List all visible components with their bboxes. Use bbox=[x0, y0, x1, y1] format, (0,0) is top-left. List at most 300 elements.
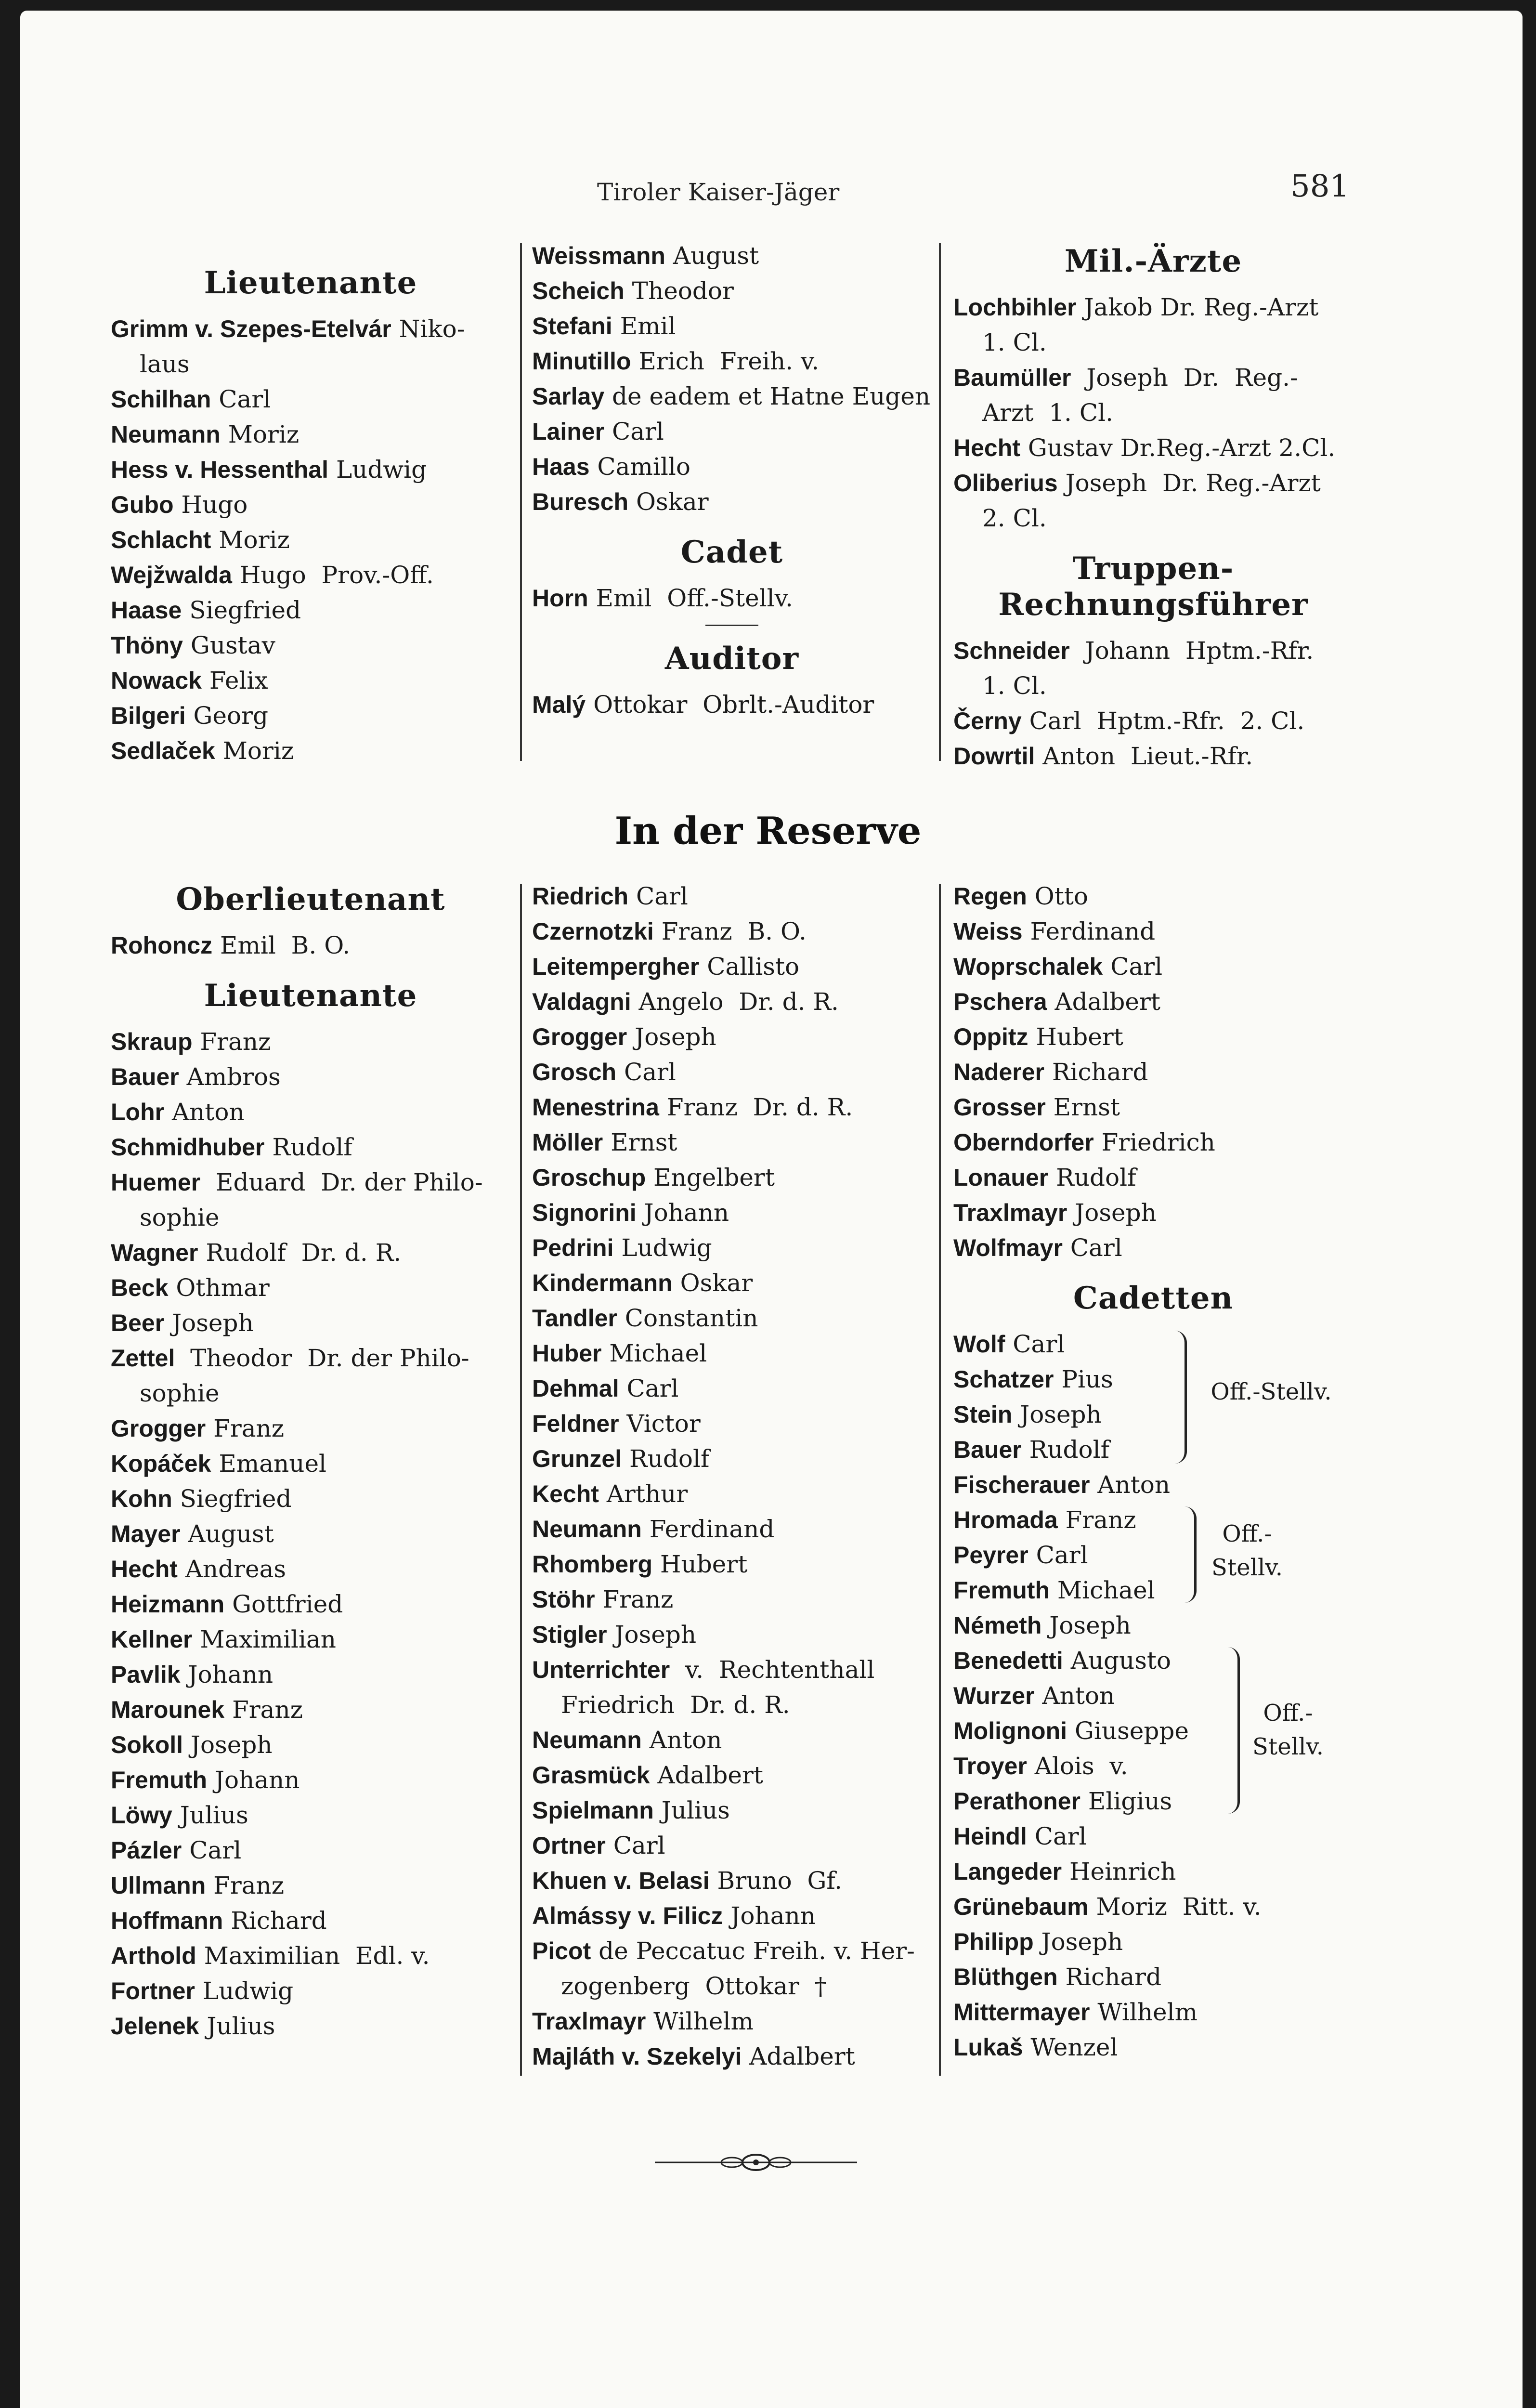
list-item bbox=[532, 238, 932, 274]
entry-detail: Ottokar Obrlt.-Auditor bbox=[586, 691, 874, 719]
entry-detail: Johann bbox=[180, 1661, 273, 1688]
entry-detail: Carl bbox=[182, 1836, 242, 1864]
list-item bbox=[532, 1828, 937, 1863]
entry-detail: Ludwig bbox=[195, 1977, 294, 2005]
list-item bbox=[111, 452, 510, 487]
surname: Stigler bbox=[532, 1621, 607, 1648]
surname: Heizmann bbox=[111, 1591, 225, 1618]
list-item bbox=[111, 1552, 510, 1587]
list-item bbox=[111, 1903, 510, 1938]
list-item bbox=[111, 1306, 510, 1341]
list-item bbox=[953, 633, 1353, 668]
entry-detail: Carl bbox=[605, 1832, 665, 1859]
list-item bbox=[953, 466, 1353, 501]
surname: Menestrina bbox=[532, 1094, 659, 1121]
entry-detail: Franz bbox=[192, 1028, 271, 1056]
entry-detail: Emil B. O. bbox=[212, 931, 351, 959]
surname: Lukaš bbox=[953, 2034, 1023, 2061]
entry-detail: Engelbert bbox=[646, 1164, 775, 1191]
surname: Traxlmayr bbox=[532, 2008, 646, 2035]
surname: Czernotzki bbox=[532, 918, 654, 945]
surname: Huber bbox=[532, 1340, 602, 1367]
surname: Hecht bbox=[111, 1556, 178, 1583]
surname: Naderer bbox=[953, 1059, 1044, 1086]
entry-detail: Julius bbox=[653, 1796, 730, 1824]
entry-detail: Angelo Dr. d. R. bbox=[631, 988, 839, 1016]
entry-detail: Anton bbox=[1090, 1471, 1171, 1499]
entry-detail: Joseph bbox=[1041, 1611, 1131, 1639]
entry-detail: Carl bbox=[211, 385, 271, 413]
column-rule bbox=[520, 243, 522, 761]
list-item bbox=[111, 1341, 510, 1376]
list-item bbox=[953, 1995, 1353, 2030]
list-item bbox=[953, 1819, 1353, 1854]
list-item bbox=[532, 1934, 937, 1969]
surname: Langeder bbox=[953, 1858, 1062, 1885]
surname: Dehmal bbox=[532, 1375, 619, 1402]
entry-detail: Carl bbox=[628, 882, 688, 910]
list-item bbox=[532, 1055, 937, 1090]
entry-detail: Joseph bbox=[1033, 1928, 1123, 1956]
surname: Pedrini bbox=[532, 1234, 614, 1261]
list-item bbox=[111, 1727, 510, 1763]
surname: Mayer bbox=[111, 1520, 181, 1547]
entry-detail: Emil Off.-Stellv. bbox=[588, 584, 793, 612]
surname: Picot bbox=[532, 1937, 591, 1964]
surname: Thöny bbox=[111, 632, 183, 659]
list-item bbox=[111, 1833, 510, 1868]
surname: Hoffmann bbox=[111, 1907, 223, 1934]
surname: Stöhr bbox=[532, 1586, 595, 1613]
list-item bbox=[532, 1441, 937, 1477]
entry-detail: Bruno Gf. bbox=[709, 1867, 843, 1895]
entry-detail: Carl bbox=[1027, 1822, 1087, 1850]
heading-cadetten: Cadetten bbox=[1073, 1280, 1234, 1316]
surname: Fremuth bbox=[953, 1577, 1050, 1604]
surname: Valdagni bbox=[532, 988, 631, 1015]
list-item bbox=[532, 1758, 937, 1793]
list-item bbox=[532, 1898, 937, 1934]
entry-detail: Hugo bbox=[173, 491, 248, 519]
list-item bbox=[111, 1868, 510, 1903]
surname: Stein bbox=[953, 1401, 1013, 1428]
entry-detail: Anton bbox=[1034, 1682, 1115, 1710]
list-item bbox=[953, 984, 1353, 1020]
running-header: Tiroler Kaiser-Jäger bbox=[597, 178, 840, 206]
surname: Baumüller bbox=[953, 364, 1071, 391]
heading-truppen-rechnungsfuehrer: Truppen-Rechnungsführer bbox=[998, 550, 1308, 623]
surname: Groschup bbox=[532, 1164, 646, 1191]
list-item bbox=[111, 1692, 510, 1727]
entry-detail: Joseph bbox=[607, 1621, 697, 1649]
surname: Benedetti bbox=[953, 1647, 1063, 1674]
surname: Beck bbox=[111, 1274, 169, 1301]
entry-detail: Richard bbox=[223, 1907, 327, 1935]
surname: Wejžwalda bbox=[111, 562, 232, 589]
list-item bbox=[953, 739, 1353, 774]
surname: Oberndorfer bbox=[953, 1129, 1094, 1156]
entry-detail: sophie bbox=[140, 1379, 220, 1407]
surname: Ullmann bbox=[111, 1872, 206, 1899]
entry-detail: Julius bbox=[199, 2012, 275, 2040]
entry-detail: Callisto bbox=[699, 953, 800, 981]
entry-detail: Niko- bbox=[391, 315, 465, 343]
surname: Oppitz bbox=[953, 1023, 1028, 1050]
list-item bbox=[953, 1854, 1353, 1889]
reserve-middle-column bbox=[532, 879, 937, 2074]
surname: Riedrich bbox=[532, 883, 629, 910]
list-item bbox=[111, 1060, 510, 1095]
list-item bbox=[532, 1301, 937, 1336]
entry-detail: Gustav Dr.Reg.-Arzt 2.Cl. bbox=[1020, 434, 1336, 462]
list-item bbox=[111, 312, 510, 347]
entry-detail: Rudolf bbox=[1048, 1164, 1136, 1191]
entry-detail: Gustav bbox=[182, 631, 275, 659]
list-item bbox=[111, 1235, 510, 1270]
surname: Stefani bbox=[532, 313, 612, 340]
list-item bbox=[953, 1643, 1353, 1678]
list-item bbox=[532, 1020, 937, 1055]
entry-detail: Ludwig bbox=[613, 1234, 712, 1262]
entry-detail: Eligius bbox=[1080, 1787, 1172, 1815]
top-right-column bbox=[953, 229, 1353, 774]
list-item bbox=[111, 1130, 510, 1165]
list-item bbox=[532, 879, 937, 914]
surname: Weiss bbox=[953, 918, 1023, 945]
list-item bbox=[111, 1798, 510, 1833]
entry-detail: Wilhelm bbox=[1090, 1998, 1198, 2026]
surname: Grogger bbox=[532, 1023, 627, 1050]
list-item bbox=[111, 1481, 510, 1517]
entry-detail: zogenberg Ottokar † bbox=[561, 1972, 827, 2000]
surname: Sarlay bbox=[532, 383, 605, 410]
entry-detail: Carl bbox=[619, 1374, 679, 1402]
list-item bbox=[532, 1336, 937, 1371]
list-item bbox=[111, 1024, 510, 1060]
list-item bbox=[953, 1608, 1353, 1643]
list-item bbox=[532, 1090, 937, 1125]
entry-detail: Pius bbox=[1054, 1365, 1113, 1393]
entry-detail: Joseph bbox=[164, 1309, 254, 1337]
entry-detail: Giuseppe bbox=[1067, 1717, 1189, 1745]
list-item bbox=[953, 1020, 1353, 1055]
surname: Zettel bbox=[111, 1345, 175, 1372]
entry-detail: 2. Cl. bbox=[982, 504, 1047, 532]
list-item bbox=[111, 2009, 510, 2044]
list-item bbox=[111, 593, 510, 628]
list-item bbox=[111, 523, 510, 558]
surname: Kindermann bbox=[532, 1269, 673, 1296]
entry-detail: Eduard Dr. der Philo- bbox=[200, 1168, 483, 1196]
surname: Majláth v. Szekelyi bbox=[532, 2043, 742, 2070]
surname: Traxlmayr bbox=[953, 1199, 1067, 1226]
entry-detail: Joseph Dr. Reg.-Arzt bbox=[1057, 469, 1321, 497]
surname: Lohr bbox=[111, 1099, 165, 1125]
surname: Bauer bbox=[953, 1436, 1022, 1463]
entry-detail: de Peccatuc Freih. v. Her- bbox=[591, 1937, 915, 1965]
list-item bbox=[111, 1446, 510, 1481]
list-item bbox=[953, 501, 1353, 536]
cadet-group-1 bbox=[953, 1327, 1353, 1467]
surname: Khuen v. Belasi bbox=[532, 1867, 710, 1894]
surname: Beer bbox=[111, 1309, 165, 1336]
entry-detail: Julius bbox=[172, 1801, 248, 1829]
surname: Weissmann bbox=[532, 242, 665, 269]
entry-detail: Carl bbox=[1062, 1234, 1122, 1262]
entry-detail: Joseph bbox=[183, 1731, 273, 1759]
entry-detail: Ernst bbox=[603, 1128, 677, 1156]
list-item bbox=[111, 698, 510, 733]
surname: Dowrtil bbox=[953, 743, 1035, 770]
entry-detail: Erich Freih. v. bbox=[631, 347, 820, 375]
list-item bbox=[111, 1938, 510, 1974]
list-item bbox=[953, 1160, 1353, 1195]
entry-detail: Siegfried bbox=[172, 1485, 292, 1513]
surname: Wagner bbox=[111, 1239, 198, 1266]
surname: Horn bbox=[532, 585, 588, 612]
surname: Kohn bbox=[111, 1485, 172, 1512]
list-item bbox=[953, 1055, 1353, 1090]
entry-detail: Victor bbox=[619, 1410, 701, 1438]
entry-detail: Joseph bbox=[1012, 1400, 1102, 1428]
list-item bbox=[532, 344, 932, 379]
surname: Neumann bbox=[111, 421, 221, 448]
surname: Wolfmayr bbox=[953, 1234, 1063, 1261]
surname: Peyrer bbox=[953, 1542, 1028, 1569]
column-rule bbox=[939, 243, 941, 761]
entry-detail: Carl Hptm.-Rfr. 2. Cl. bbox=[1021, 707, 1305, 735]
entry-detail: Friedrich Dr. d. R. bbox=[561, 1691, 790, 1719]
entry-detail: Ernst bbox=[1045, 1093, 1120, 1121]
surname: Lainer bbox=[532, 418, 605, 445]
list-item bbox=[111, 347, 510, 382]
surname: Kopáček bbox=[111, 1450, 211, 1477]
entry-detail: Carl bbox=[1028, 1541, 1088, 1569]
list-item bbox=[953, 879, 1353, 914]
divider bbox=[705, 625, 758, 626]
group-note: Off.-Stellv. bbox=[1211, 1378, 1332, 1405]
entry-detail: Jakob Dr. Reg.-Arzt bbox=[1076, 293, 1319, 321]
surname: Kellner bbox=[111, 1626, 193, 1653]
list-item bbox=[111, 558, 510, 593]
entry-detail: Anton Lieut.-Rfr. bbox=[1035, 742, 1253, 770]
list-item bbox=[532, 1230, 937, 1266]
surname: Jelenek bbox=[111, 2013, 199, 2040]
entry-detail: Carl bbox=[1005, 1330, 1065, 1358]
surname: Feldner bbox=[532, 1410, 619, 1437]
cadet-group-2 bbox=[953, 1503, 1353, 1608]
surname: Buresch bbox=[532, 488, 629, 515]
surname: Nowack bbox=[111, 667, 202, 694]
entry-detail: Rudolf bbox=[1021, 1436, 1110, 1464]
list-item bbox=[953, 704, 1353, 739]
list-item bbox=[532, 1125, 937, 1160]
brace bbox=[1185, 1506, 1197, 1603]
list-item bbox=[953, 1467, 1353, 1503]
entry-detail: Anton bbox=[641, 1726, 722, 1754]
entry-detail: Johann bbox=[636, 1199, 729, 1227]
list-item bbox=[111, 928, 510, 963]
entry-detail: Felix bbox=[201, 667, 268, 694]
entry-detail: Rudolf Dr. d. R. bbox=[198, 1239, 402, 1267]
entry-detail: Moriz bbox=[220, 420, 299, 448]
list-item bbox=[532, 1652, 937, 1688]
entry-detail: Ludwig bbox=[328, 456, 427, 484]
list-item bbox=[953, 914, 1353, 949]
entry-detail: Friedrich bbox=[1093, 1128, 1215, 1156]
list-item bbox=[953, 395, 1353, 431]
surname: Schatzer bbox=[953, 1366, 1054, 1393]
list-item bbox=[953, 1784, 1353, 1819]
list-item bbox=[532, 1723, 937, 1758]
list-item bbox=[532, 1406, 937, 1441]
entry-detail: Johann bbox=[723, 1902, 816, 1930]
entry-detail: Theodor Dr. der Philo- bbox=[175, 1344, 469, 1372]
surname: Malý bbox=[532, 691, 586, 718]
surname: Grosser bbox=[953, 1094, 1046, 1121]
list-item bbox=[953, 325, 1353, 360]
surname: Kecht bbox=[532, 1480, 599, 1507]
entry-detail: Adalbert bbox=[650, 1761, 763, 1789]
surname: Grasmück bbox=[532, 1762, 650, 1789]
entry-detail: Anton bbox=[164, 1098, 245, 1126]
entry-detail: Franz bbox=[1057, 1506, 1136, 1534]
surname: Fortner bbox=[111, 1977, 195, 2004]
surname: Marounek bbox=[111, 1696, 225, 1723]
surname: Regen bbox=[953, 883, 1027, 910]
entry-detail: Joseph bbox=[627, 1023, 716, 1051]
list-item bbox=[111, 1657, 510, 1692]
list-item bbox=[532, 414, 932, 449]
surname: Leitempergher bbox=[532, 953, 700, 980]
surname: Möller bbox=[532, 1129, 603, 1156]
entry-detail: Maximilian bbox=[192, 1625, 337, 1653]
entry-detail: Hugo Prov.-Off. bbox=[232, 561, 434, 589]
list-item bbox=[953, 1960, 1353, 1995]
list-item bbox=[532, 1582, 937, 1617]
entry-detail: Moriz bbox=[215, 737, 294, 765]
entry-detail: Richard bbox=[1057, 1963, 1162, 1991]
surname: Spielmann bbox=[532, 1797, 654, 1824]
entry-detail: Franz B. O. bbox=[653, 917, 807, 945]
list-item bbox=[111, 1411, 510, 1446]
entry-detail: Ferdinand bbox=[1022, 917, 1156, 945]
list-item bbox=[953, 1924, 1353, 1960]
top-left-column bbox=[111, 250, 510, 769]
surname: Haase bbox=[111, 597, 182, 624]
list-item bbox=[953, 2030, 1353, 2065]
surname: Lochbihler bbox=[953, 294, 1077, 321]
entry-detail: Rudolf bbox=[622, 1445, 710, 1473]
list-item bbox=[532, 484, 932, 520]
surname: Heindl bbox=[953, 1823, 1027, 1850]
surname: Gubo bbox=[111, 491, 174, 518]
surname: Rhomberg bbox=[532, 1551, 652, 1578]
surname: Arthold bbox=[111, 1942, 196, 1969]
heading-cadet: Cadet bbox=[680, 534, 783, 570]
entry-detail: de eadem et Hatne Eugen bbox=[604, 382, 931, 410]
entry-detail: Gottfried bbox=[224, 1590, 343, 1618]
surname: Pschera bbox=[953, 988, 1047, 1015]
entry-detail: Emil bbox=[612, 312, 676, 340]
list-item bbox=[532, 1266, 937, 1301]
surname: Grimm v. Szepes-Etelvár bbox=[111, 315, 391, 342]
entry-detail: Hubert bbox=[652, 1550, 748, 1578]
entry-detail: Moriz Ritt. v. bbox=[1088, 1893, 1262, 1921]
surname: Tandler bbox=[532, 1305, 617, 1332]
entry-detail: Maximilian Edl. v. bbox=[196, 1942, 430, 1970]
entry-detail: Franz Dr. d. R. bbox=[659, 1093, 853, 1121]
surname: Almássy v. Filicz bbox=[532, 1902, 723, 1929]
list-item bbox=[532, 449, 932, 484]
entry-detail: v. Rechtenthall bbox=[670, 1656, 875, 1684]
surname: Bauer bbox=[111, 1063, 179, 1090]
surname: Németh bbox=[953, 1612, 1042, 1639]
surname: Hess v. Hessenthal bbox=[111, 456, 329, 483]
list-item bbox=[111, 382, 510, 417]
surname: Schmidhuber bbox=[111, 1134, 265, 1161]
surname: Sedlaček bbox=[111, 737, 215, 764]
list-item bbox=[953, 1432, 1353, 1467]
surname: Černy bbox=[953, 707, 1022, 734]
list-item bbox=[111, 628, 510, 663]
list-item bbox=[111, 733, 510, 769]
entry-detail: Adalbert bbox=[1047, 988, 1160, 1016]
list-item bbox=[953, 1889, 1353, 1924]
column-rule bbox=[520, 884, 522, 2076]
surname: Signorini bbox=[532, 1199, 637, 1226]
list-item bbox=[532, 984, 937, 1020]
list-item bbox=[532, 1863, 937, 1898]
list-item bbox=[953, 949, 1353, 984]
list-item bbox=[111, 417, 510, 452]
list-item bbox=[953, 668, 1353, 704]
list-item bbox=[953, 290, 1353, 325]
surname: Huemer bbox=[111, 1169, 201, 1196]
list-item bbox=[532, 1477, 937, 1512]
entry-detail: Rudolf bbox=[264, 1133, 352, 1161]
entry-detail: Othmar bbox=[168, 1274, 270, 1302]
list-item bbox=[111, 1622, 510, 1657]
list-item bbox=[532, 379, 932, 414]
list-item bbox=[532, 274, 932, 309]
surname: Pázler bbox=[111, 1837, 182, 1864]
entry-detail: August bbox=[180, 1520, 274, 1548]
entry-detail: Georg bbox=[185, 702, 269, 730]
surname: Woprschalek bbox=[953, 953, 1103, 980]
column-rule bbox=[939, 884, 941, 2076]
surname: Scheich bbox=[532, 277, 625, 304]
heading-lieutenante-reserve: Lieutenante bbox=[204, 978, 417, 1014]
cadet-group-3 bbox=[953, 1643, 1353, 1819]
heading-mil-aerzte: Mil.-Ärzte bbox=[1064, 243, 1242, 279]
list-item bbox=[532, 1512, 937, 1547]
heading-lieutenante: Lieutenante bbox=[204, 265, 417, 301]
entry-detail: Camillo bbox=[589, 453, 690, 481]
surname: Rohoncz bbox=[111, 932, 213, 959]
list-item bbox=[532, 2004, 937, 2039]
list-item bbox=[532, 1688, 937, 1723]
surname: Grogger bbox=[111, 1415, 206, 1442]
list-item bbox=[532, 2039, 937, 2074]
list-item bbox=[111, 1376, 510, 1411]
surname: Minutillo bbox=[532, 348, 631, 375]
list-item bbox=[532, 309, 932, 344]
entry-detail: Moriz bbox=[211, 526, 290, 554]
entry-detail: sophie bbox=[140, 1204, 220, 1231]
surname: Wurzer bbox=[953, 1682, 1035, 1709]
list-item bbox=[111, 1763, 510, 1798]
